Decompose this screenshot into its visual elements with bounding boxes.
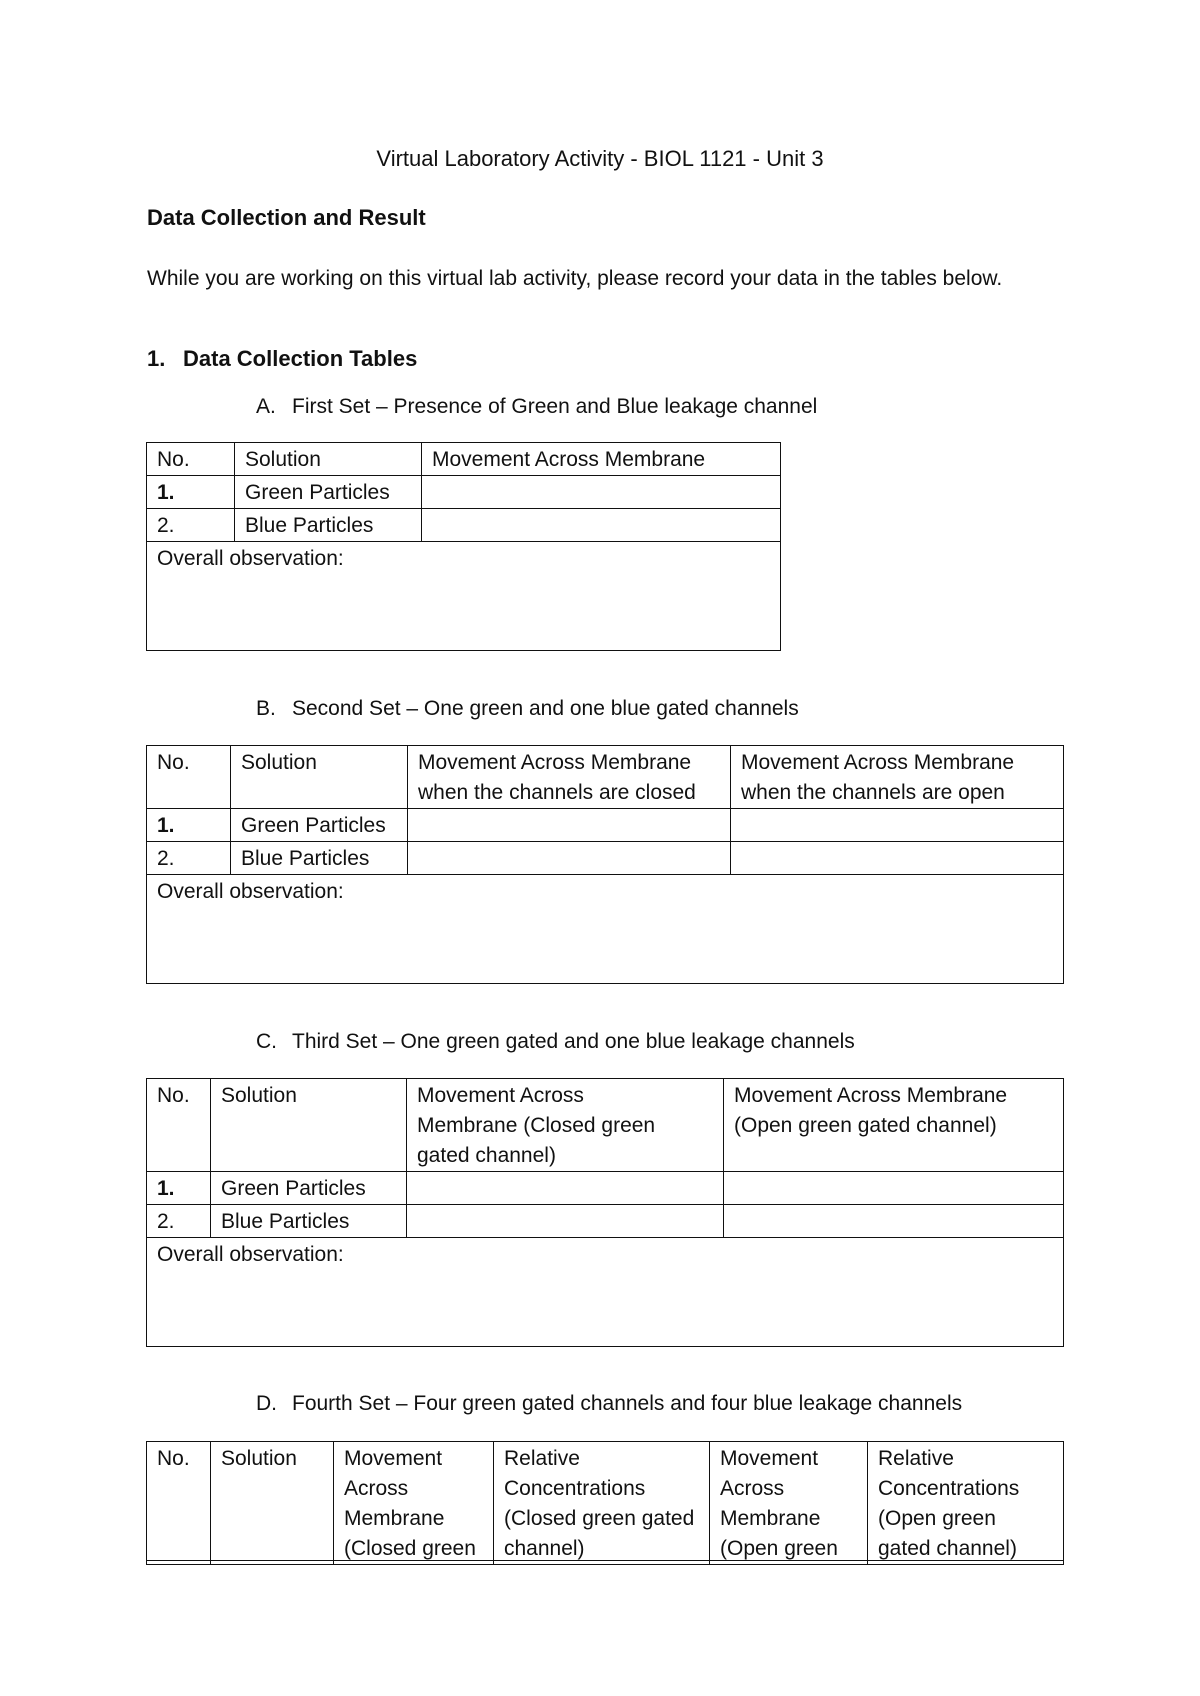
section-heading: Data Collection and Result xyxy=(147,205,426,230)
table-b-heading xyxy=(256,697,799,721)
overall-observation-cell[interactable]: Overall observation: xyxy=(147,542,781,651)
row-number: 2. xyxy=(147,842,231,875)
overall-observation-cell[interactable]: Overall observation: xyxy=(147,875,1064,984)
table-a-letter: A. xyxy=(256,395,276,418)
header-cell: Solution xyxy=(231,746,408,809)
table-row xyxy=(147,1205,1064,1238)
header-cell: Movement Across Membrane (Open green gated channel) xyxy=(724,1079,1064,1172)
table-c xyxy=(146,1078,1064,1347)
table-row xyxy=(147,842,1064,875)
table-b xyxy=(146,745,1064,984)
table-c-heading xyxy=(256,1030,855,1054)
solution-cell: Blue Particles xyxy=(235,509,422,542)
table-row xyxy=(147,1079,1064,1172)
entry-cell[interactable] xyxy=(724,1172,1064,1205)
table-row xyxy=(147,875,1064,984)
row-number: 1. xyxy=(147,809,231,842)
entry-cell[interactable] xyxy=(407,1172,724,1205)
table-row xyxy=(147,443,781,476)
table-row xyxy=(147,542,781,651)
table-d-letter: D. xyxy=(256,1392,277,1415)
solution-cell: Green Particles xyxy=(231,809,408,842)
subsection-number: 1. xyxy=(147,346,166,371)
header-cell: Movement Across Membrane (Closed green gated channel) xyxy=(407,1079,724,1172)
table-row xyxy=(147,1442,1064,1565)
table-row xyxy=(147,746,1064,809)
row-number: 2. xyxy=(147,1205,211,1238)
entry-cell[interactable] xyxy=(407,1205,724,1238)
row-number: 1. xyxy=(147,476,235,509)
header-cell: No. xyxy=(147,746,231,809)
table-row xyxy=(147,476,781,509)
header-cell: Movement Across Membrane (Open green xyxy=(710,1442,868,1565)
table-row xyxy=(147,809,1064,842)
table-a-title: First Set – Presence of Green and Blue leakage channel xyxy=(292,395,818,418)
header-cell: Movement Across Membrane xyxy=(422,443,781,476)
subsection-heading xyxy=(147,346,417,372)
entry-cell[interactable] xyxy=(408,842,731,875)
solution-cell: Blue Particles xyxy=(211,1205,407,1238)
row-number: 2. xyxy=(147,509,235,542)
header-cell: Movement Across Membrane (Closed green xyxy=(334,1442,494,1565)
header-cell: No. xyxy=(147,1442,211,1565)
table-a xyxy=(146,442,781,651)
header-cell: Relative Concentrations (Closed green gated channel) xyxy=(494,1442,710,1565)
solution-cell: Green Particles xyxy=(211,1172,407,1205)
table-d-title: Fourth Set – Four green gated channels and four blue leakage channels xyxy=(292,1392,963,1415)
table-c-title: Third Set – One green gated and one blue leakage channels xyxy=(292,1030,855,1053)
header-cell: Movement Across Membrane when the channels are closed xyxy=(408,746,731,809)
entry-cell[interactable] xyxy=(422,509,781,542)
header-cell: Movement Across Membrane when the channels are open xyxy=(731,746,1064,809)
entry-cell[interactable] xyxy=(422,476,781,509)
entry-cell[interactable] xyxy=(408,809,731,842)
table-b-title: Second Set – One green and one blue gated channels xyxy=(292,697,799,720)
header-cell: No. xyxy=(147,1079,211,1172)
table-d xyxy=(146,1441,1064,1565)
table-row xyxy=(147,1172,1064,1205)
table-d-clip xyxy=(140,1434,1075,1567)
table-row xyxy=(147,509,781,542)
table-b-letter: B. xyxy=(256,697,276,720)
entry-cell[interactable] xyxy=(724,1205,1064,1238)
header-cell: Solution xyxy=(211,1442,334,1565)
table-d-bottom-border xyxy=(146,1560,1064,1561)
entry-cell[interactable] xyxy=(731,809,1064,842)
entry-cell[interactable] xyxy=(731,842,1064,875)
header-cell: No. xyxy=(147,443,235,476)
table-d-heading xyxy=(256,1392,962,1416)
header-cell: Relative Concentrations (Open green gated channel) xyxy=(868,1442,1064,1565)
header-cell: Solution xyxy=(211,1079,407,1172)
header-cell: Solution xyxy=(235,443,422,476)
intro-paragraph: While you are working on this virtual lab activity, please record your data in the tables below. xyxy=(147,267,1003,290)
table-c-letter: C. xyxy=(256,1030,277,1053)
row-number: 1. xyxy=(147,1172,211,1205)
subsection-label: Data Collection Tables xyxy=(183,346,418,371)
table-a-heading xyxy=(256,395,817,419)
solution-cell: Green Particles xyxy=(235,476,422,509)
overall-observation-cell[interactable]: Overall observation: xyxy=(147,1238,1064,1347)
table-row xyxy=(147,1238,1064,1347)
solution-cell: Blue Particles xyxy=(231,842,408,875)
document-title: Virtual Laboratory Activity - BIOL 1121 - Unit 3 xyxy=(376,146,824,171)
